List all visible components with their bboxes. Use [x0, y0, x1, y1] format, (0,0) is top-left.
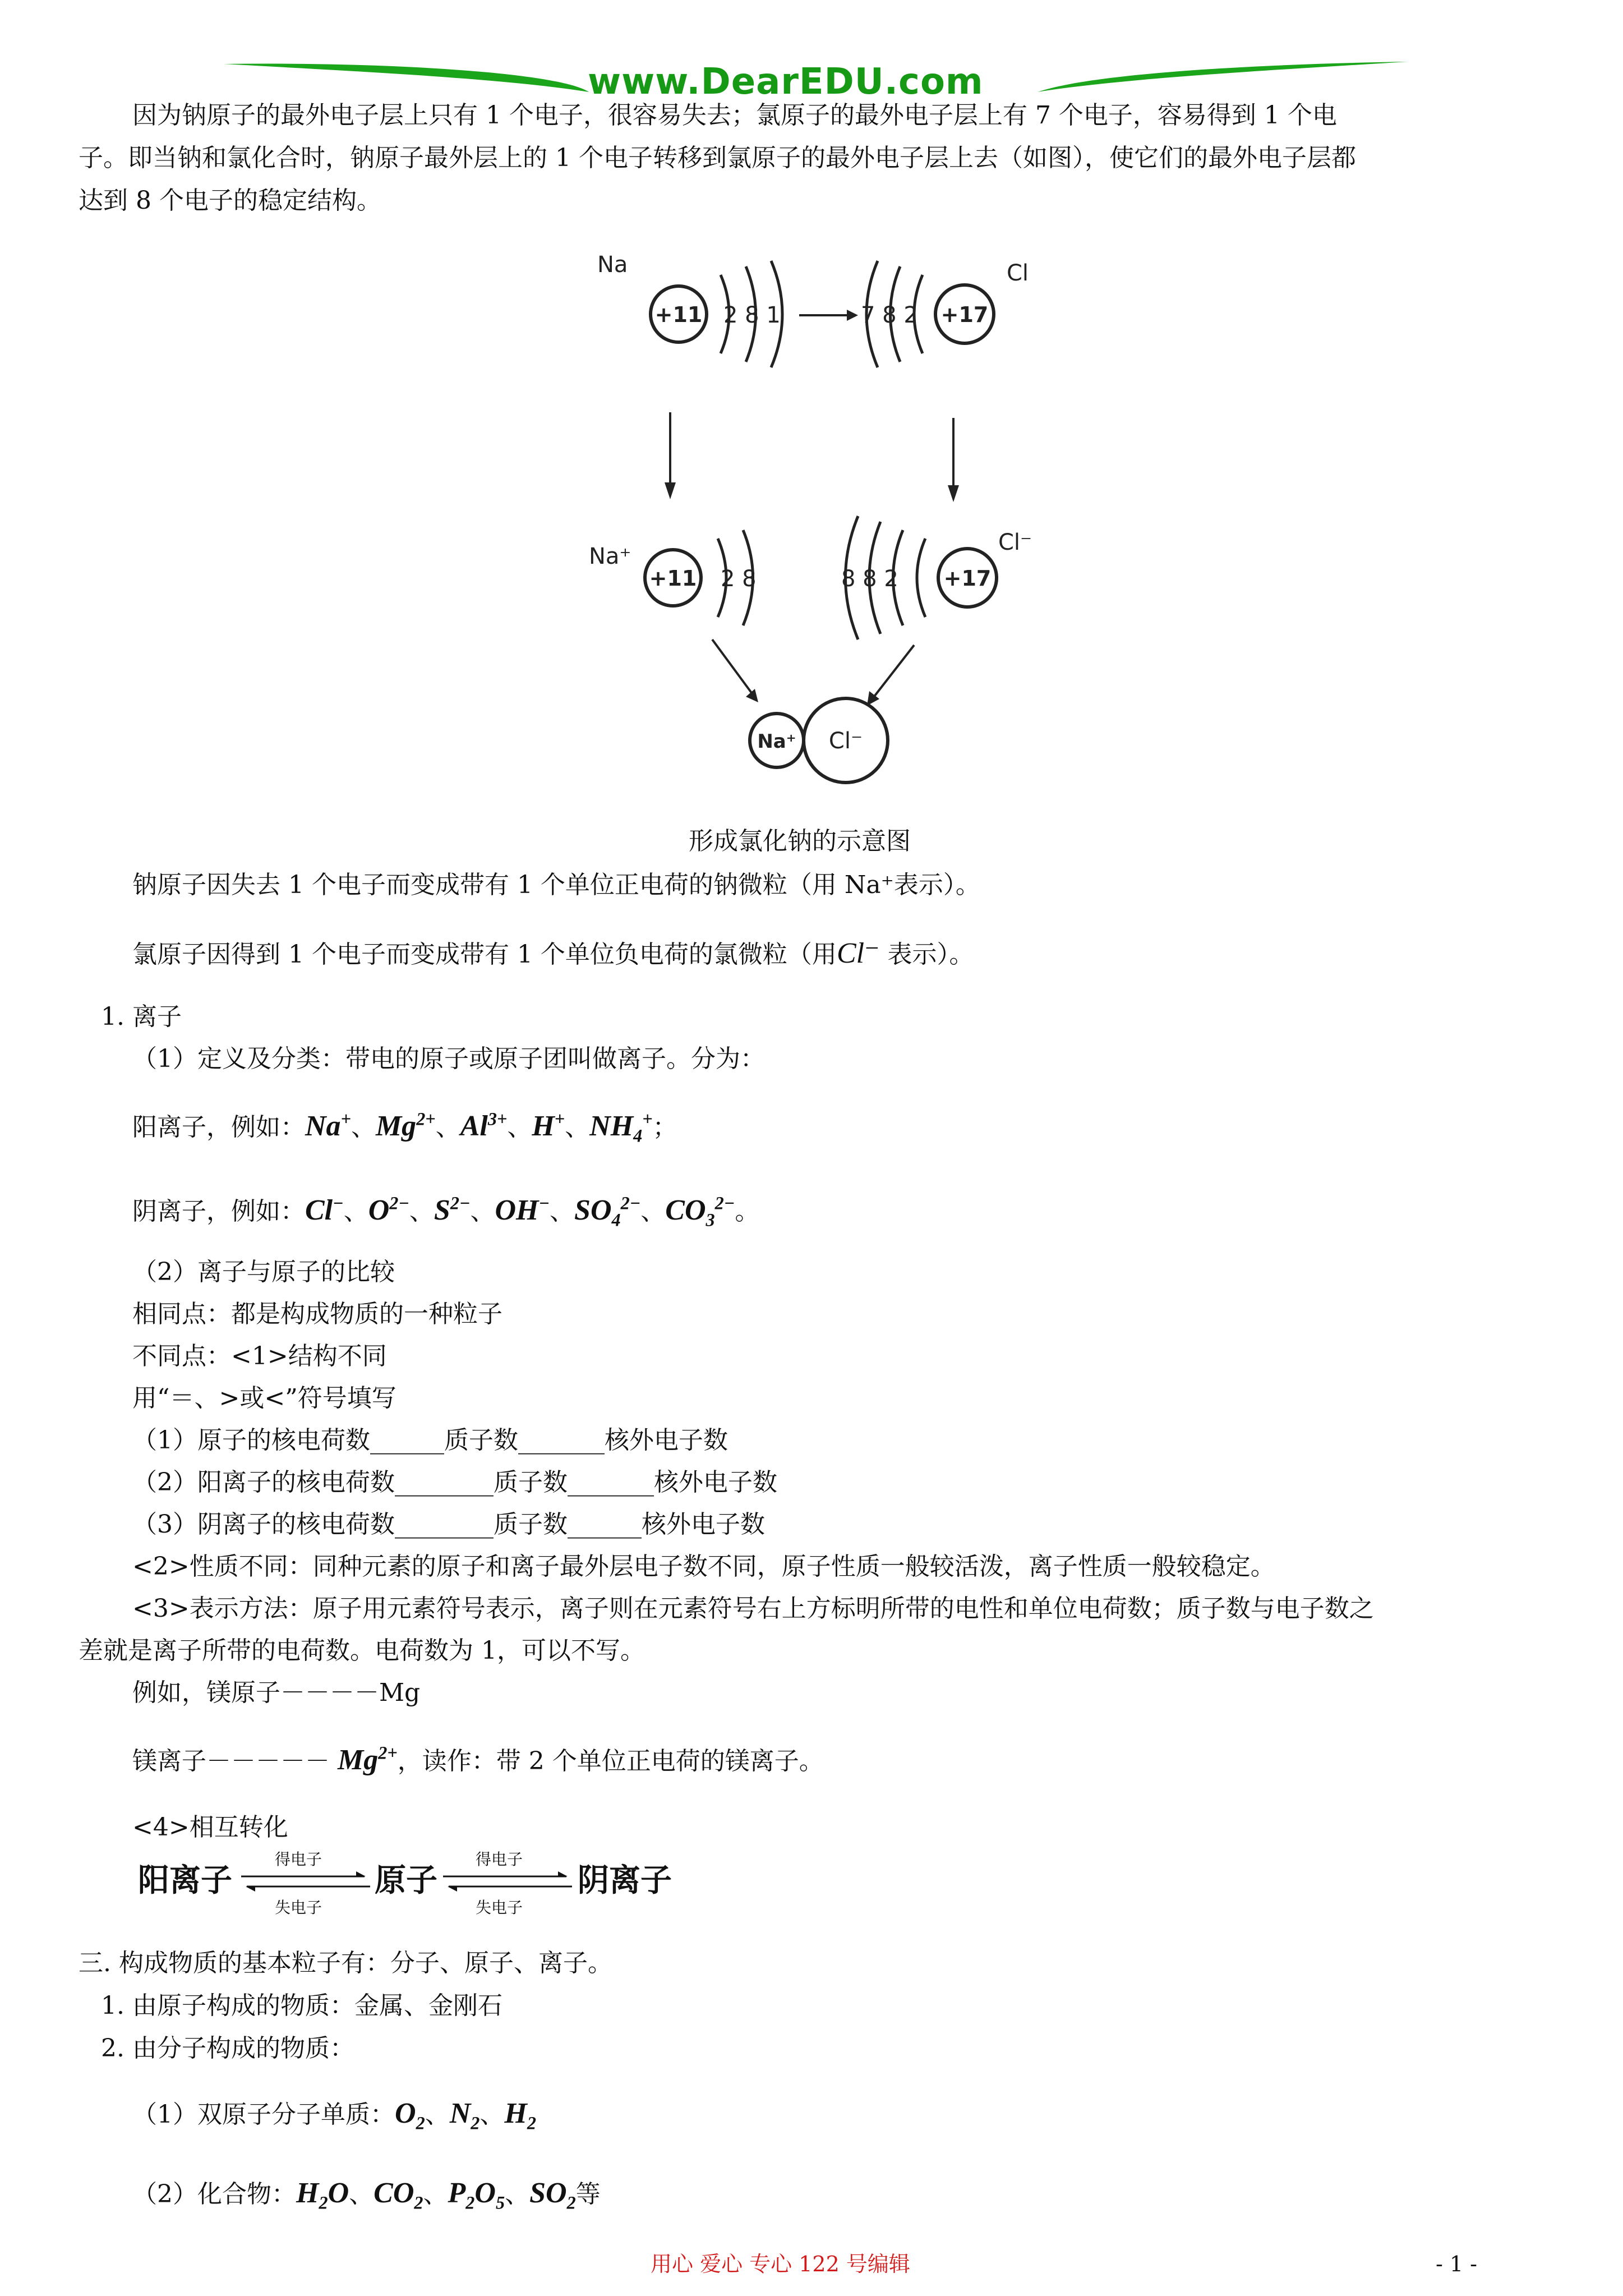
pair-na-label: Na⁺	[757, 730, 796, 753]
left-swoosh	[224, 63, 589, 92]
same-point: 相同点：都是构成物质的一种粒子	[132, 1300, 502, 1328]
pair-cl-label: Cl⁻	[828, 728, 863, 754]
na-nucleus-charge: +11	[654, 302, 703, 327]
question-1: （1）原子的核电荷数______质子数_______核外电子数	[132, 1426, 728, 1455]
cl-nucleus-charge: +17	[940, 302, 989, 327]
na-ion-label: Na⁺	[589, 544, 631, 569]
diff-point: 不同点：<1>结构不同	[132, 1342, 387, 1370]
compare-title: （2）离子与原子的比较	[132, 1258, 395, 1286]
page-number: - 1 -	[1436, 2252, 1478, 2276]
mg-atom: 例如，镁原子－－－－Mg	[132, 1678, 421, 1707]
anion-examples: 阴离子，例如：Cl−、$O^{2-}$、$S^{2-}$、OH−、$SO_4^{2-}$、$CO_3^{2-}$。	[132, 1193, 760, 1230]
representation-line-1: <3>表示方法：原子用元素符号表示，离子则在元素符号右上方标明所带的电性和单位电荷数；质子数与电子数之	[132, 1594, 1374, 1623]
conversion-title: <4>相互转化	[132, 1813, 288, 1842]
fill-instruction: 用“＝、>或<”符号填写	[132, 1384, 396, 1412]
cl-label: Cl	[1007, 260, 1029, 286]
intro-line-2: 子。即当钠和氯化合时，钠原子最外层上的 1 个电子转移到氯原子的最外电子层上去（如图），使它们的最外电子层都	[79, 144, 1356, 172]
cl-ion-shells: 8 8 2	[841, 566, 898, 592]
na-ion-shells: 2 8	[721, 566, 757, 592]
representation-line-2: 差就是离子所带的电荷数。电荷数为 1，可以不写。	[79, 1636, 645, 1665]
cation-examples: 阳离子，例如：Na+、$Mg^{2+}$、$Al^{3+}$、H+、$NH_4^+$；	[132, 1108, 677, 1146]
svg-text:+11: +11	[649, 566, 697, 591]
mg-ion: 镁离子－－－－－ $Mg^{2+}$，读作：带 2 个单位正电荷的镁离子。	[132, 1742, 824, 1776]
nacl-formation-diagram	[583, 236, 1066, 791]
property-diff: <2>性质不同：同种元素的原子和离子最外层电子数不同，原子性质一般较活泼，离子性质一般较稳定。	[132, 1552, 1275, 1581]
reversible-arrow-2	[443, 1868, 572, 1896]
question-2: （2）阳离子的核电荷数________质子数_______核外电子数	[132, 1468, 777, 1497]
section3-item-1: 1. 由原子构成的物质：金属、金刚石	[101, 1991, 502, 2020]
right-swoosh	[1038, 62, 1408, 92]
para-na: 钠原子因失去 1 个电子而变成带有 1 个单位正电荷的钠微粒（用 Na⁺表示）。	[132, 871, 980, 899]
svg-text:+17: +17	[943, 566, 992, 591]
cation-word: 阳离子	[138, 1862, 232, 1899]
diatomic-elements: （1）双原子分子单质：$O_2$、$N_2$、$H_2$	[132, 2097, 536, 2133]
na-shells: 2 8 1	[723, 302, 781, 328]
atom-word: 原子	[375, 1862, 437, 1899]
footer-motto: 用心 爱心 专心 122 号编辑	[651, 2252, 910, 2276]
question-3: （3）阴离子的核电荷数________质子数______核外电子数	[132, 1510, 765, 1539]
compounds: （2）化合物：$H_2O$、$CO_2$、$P_2O_5$、$SO_2$等	[132, 2177, 601, 2213]
reversible-arrow-1	[241, 1868, 370, 1896]
section3-title: 三. 构成物质的基本粒子有：分子、原子、离子。	[79, 1949, 612, 1977]
definition: （1）定义及分类：带电的原子或原子团叫做离子。分为：	[132, 1045, 765, 1073]
cl-ion-label: Cl⁻	[998, 530, 1032, 555]
section3-item-2: 2. 由分子构成的物质：	[101, 2034, 354, 2063]
cl-shell-3	[914, 275, 923, 353]
na-label: Na	[597, 252, 628, 278]
cl-formula: Cl⁻	[836, 937, 880, 969]
diagram-caption: 形成氯化钠的示意图	[689, 827, 911, 855]
section1-title: 1. 离子	[101, 1002, 182, 1031]
anion-word: 阴离子	[578, 1862, 672, 1899]
intro-line-3: 达到 8 个电子的稳定结构。	[79, 186, 381, 215]
cl-shells: 7 8 2	[861, 302, 918, 328]
intro-line-1: 因为钠原子的最外电子层上只有 1 个电子，很容易失去；氯原子的最外电子层上有 7 个电子，容易得到 1 个电	[132, 101, 1337, 130]
logo-text: www.DearEDU.com	[588, 61, 984, 103]
para-cl: 氯原子因得到 1 个电子而变成带有 1 个单位负电荷的氯微粒（用Cl⁻ 表示）。	[132, 937, 974, 969]
